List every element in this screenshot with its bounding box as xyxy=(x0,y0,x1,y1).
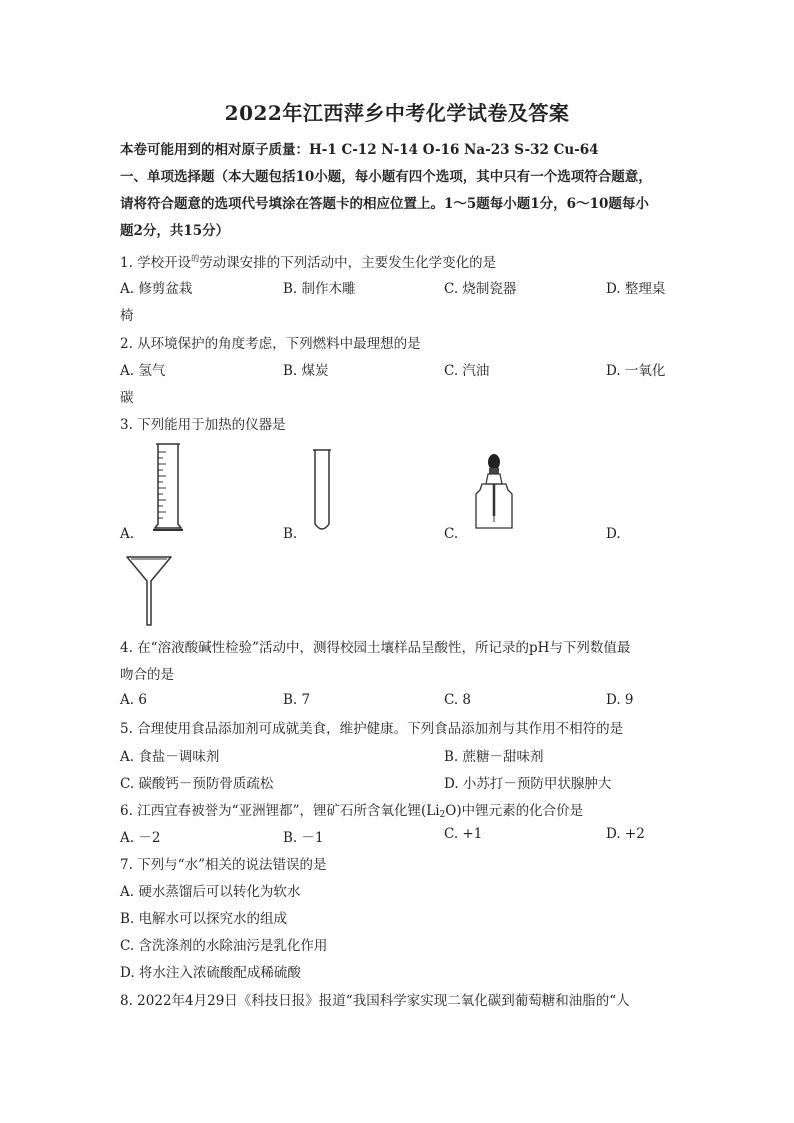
atomic-mass-note: 本卷可能用到的相对原子质量：H-1 C-12 N-14 O-16 Na-23 S-32 Cu-64 xyxy=(120,142,599,158)
q7-option-a: A. 硬水蒸馏后可以转化为软水 xyxy=(120,884,301,900)
section-heading-line-3: 题2分，共15分） xyxy=(120,223,230,239)
q1-stem-part-b: 劳动课安排的下列活动中，主要发生化学变化的是 xyxy=(199,255,497,271)
q6-stem-part-a: 6. 江西宜春被誉为“亚洲锂都”，锂矿石所含氧化锂(Li xyxy=(120,803,440,819)
q2-stem: 2. 从环境保护的角度考虑，下列燃料中最理想的是 xyxy=(120,336,421,352)
q3-option-c: C. xyxy=(444,526,459,542)
q2-option-a: A. 氢气 xyxy=(120,363,166,379)
funnel-image xyxy=(124,553,174,627)
q3-option-b: B. xyxy=(283,526,298,542)
q5-option-d: D. 小苏打－预防甲状腺肿大 xyxy=(444,776,612,792)
q2-option-b: B. 煤炭 xyxy=(283,363,329,379)
q7-option-c: C. 含洗涤剂的水除油污是乳化作用 xyxy=(120,938,328,954)
q6-option-d: D. +2 xyxy=(606,826,645,842)
q1-stem xyxy=(120,251,496,271)
q7-option-b: B. 电解水可以探究水的组成 xyxy=(120,911,288,927)
section-heading-line-2: 请将符合题意的选项代号填涂在答题卡的相应位置上。1～5题每小题1分，6～10题每小 xyxy=(120,196,649,212)
q7-option-d: D. 将水注入浓硫酸配成稀硫酸 xyxy=(120,965,301,981)
q6-option-c: C. +1 xyxy=(444,826,483,842)
q1-option-d: D. 整理桌 xyxy=(606,281,666,297)
page-title: 2022年江西萍乡中考化学试卷及答案 xyxy=(224,101,570,125)
q5-option-b: B. 蔗糖－甜味剂 xyxy=(444,749,544,765)
q4-stem-line-1: 4. 在“溶液酸碱性检验”活动中，测得校园土壤样品呈酸性，所记录的pH与下列数值最 xyxy=(120,640,631,656)
q6-stem xyxy=(120,799,583,820)
q1-option-c: C. 烧制瓷器 xyxy=(444,281,517,297)
q8-stem: 8. 2022年4月29日《科技日报》报道“我国科学家实现二氧化碳到葡萄糖和油脂的“人 xyxy=(120,993,630,1009)
q7-stem: 7. 下列与“水”相关的说法错误的是 xyxy=(120,857,327,873)
q5-option-c: C. 碳酸钙－预防骨质疏松 xyxy=(120,776,274,792)
q5-option-a: A. 食盐－调味剂 xyxy=(120,749,220,765)
q3-stem: 3. 下列能用于加热的仪器是 xyxy=(120,417,286,433)
q6-stem-subscript: 2 xyxy=(439,810,446,820)
q1-stem-mark: 的 xyxy=(191,254,200,263)
q1-stem-part-a: 1. 学校开设 xyxy=(120,255,192,271)
q4-stem-line-2: 吻合的是 xyxy=(120,667,174,683)
q6-stem-part-b: O)中锂元素的化合价是 xyxy=(445,803,584,819)
q4-option-a: A. 6 xyxy=(120,692,147,708)
q1-option-d-continued: 椅 xyxy=(120,308,134,324)
q5-stem: 5. 合理使用食品添加剂可成就美食，维护健康。下列食品添加剂与其作用不相符的是 xyxy=(120,721,624,737)
q2-option-d: D. 一氧化 xyxy=(606,363,666,379)
test-tube-image xyxy=(310,448,334,536)
q3-option-d: D. xyxy=(606,526,621,542)
q2-option-d-continued: 碳 xyxy=(120,390,134,406)
q1-option-b: B. 制作木雕 xyxy=(283,281,356,297)
q6-option-b: B. －1 xyxy=(283,830,324,846)
dropper-bottle-image xyxy=(468,450,520,532)
q4-option-c: C. 8 xyxy=(444,692,472,708)
q4-option-d: D. 9 xyxy=(606,692,634,708)
section-heading-line-1: 一、单项选择题（本大题包括10小题，每小题有四个选项，其中只有一个选项符合题意， xyxy=(120,169,652,185)
q2-option-c: C. 汽油 xyxy=(444,363,490,379)
graduated-cylinder-image xyxy=(150,440,186,534)
q4-option-b: B. 7 xyxy=(283,692,311,708)
q6-option-a: A. －2 xyxy=(120,830,161,846)
q1-option-a: A. 修剪盆栽 xyxy=(120,281,193,297)
q3-option-a: A. xyxy=(120,526,135,542)
